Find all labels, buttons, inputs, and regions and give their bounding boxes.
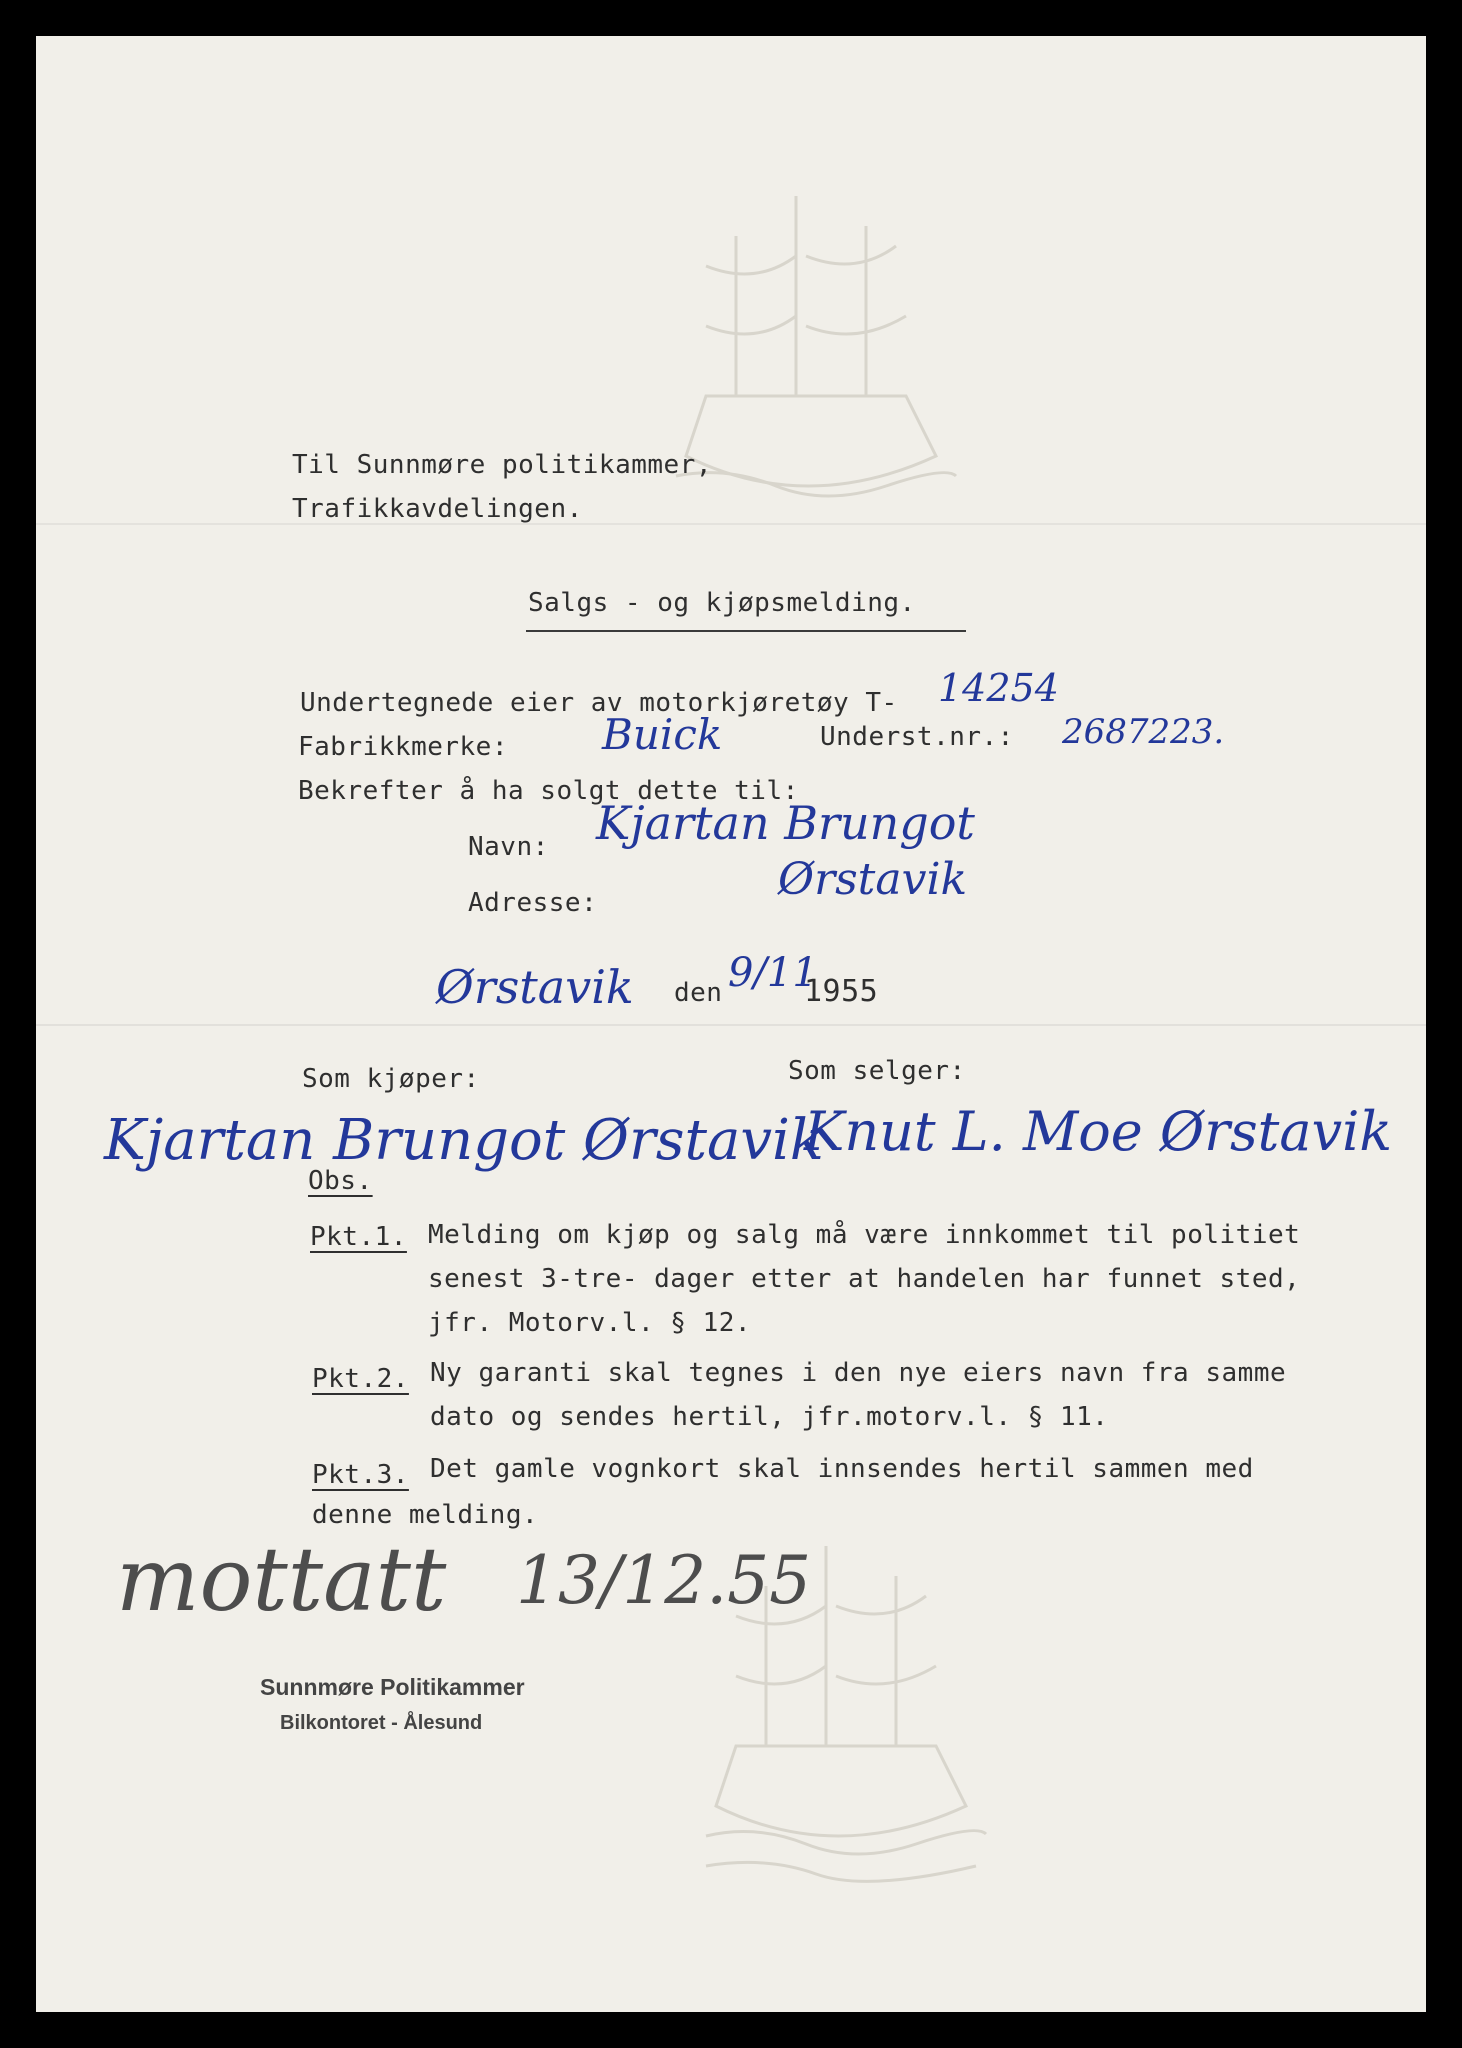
registration-number: 14254: [938, 666, 1059, 710]
date-day-month: 9/11: [728, 950, 818, 996]
name-label: Navn:: [468, 832, 549, 862]
pkt1-line-3: jfr. Motorv.l. § 12.: [428, 1308, 752, 1338]
address-label: Adresse:: [468, 888, 598, 918]
date-year: 1955: [804, 974, 879, 1009]
pkt1-label: Pkt.1.: [310, 1222, 407, 1252]
buyer-label: Som kjøper:: [302, 1064, 480, 1094]
obs-label: Obs.: [308, 1166, 373, 1196]
recipient-line-1: Til Sunnmøre politikammer,: [292, 450, 712, 480]
pkt1-line-1: Melding om kjøp og salg må være innkommet til politiet: [428, 1220, 1301, 1250]
owner-line-text: Undertegnede eier av motorkjøretøy T-: [300, 688, 898, 718]
place-value: Ørstavik: [436, 960, 634, 1014]
buyer-signature: Kjartan Brungot Ørstavik: [104, 1108, 824, 1173]
seller-signature: Knut L. Moe Ørstavik: [804, 1100, 1393, 1163]
fold-line: [36, 1024, 1426, 1026]
pkt3-label: Pkt.3.: [312, 1460, 409, 1490]
pkt3-line-1: Det gamle vognkort skal innsendes hertil sammen med: [430, 1454, 1254, 1484]
address-value: Ørstavik: [778, 854, 968, 905]
received-note: mottatt: [116, 1528, 447, 1631]
title-underline: [526, 630, 966, 632]
pkt2-line-1: Ny garanti skal tegnes i den nye eiers navn fra samme: [430, 1358, 1287, 1388]
make-value: Buick: [602, 710, 723, 759]
ship-watermark-top: [646, 156, 966, 556]
name-value: Kjartan Brungot: [596, 796, 975, 850]
office-stamp-line-2: Bilkontoret - Ålesund: [280, 1712, 483, 1734]
make-label: Fabrikkmerke:: [298, 732, 508, 762]
document-page: [36, 36, 1426, 2012]
chassis-value: 2687223.: [1062, 712, 1225, 752]
recipient-line-2: Trafikkavdelingen.: [292, 494, 583, 524]
chassis-label: Underst.nr.:: [820, 722, 1014, 752]
office-stamp-line-1: Sunnmøre Politikammer: [260, 1674, 525, 1700]
date-den: den: [674, 978, 723, 1008]
document-title: Salgs - og kjøpsmelding.: [528, 588, 916, 618]
received-date: 13/12.55: [516, 1542, 812, 1619]
seller-label: Som selger:: [788, 1056, 966, 1086]
pkt3-line-2: denne melding.: [312, 1500, 539, 1530]
pkt2-line-2: dato og sendes hertil, jfr.motorv.l. § 11.: [430, 1402, 1109, 1432]
pkt1-line-2: senest 3-tre- dager etter at handelen har funnet sted,: [428, 1264, 1301, 1294]
pkt2-label: Pkt.2.: [312, 1364, 409, 1394]
confirm-line: Bekrefter å ha solgt dette til:: [298, 776, 799, 806]
